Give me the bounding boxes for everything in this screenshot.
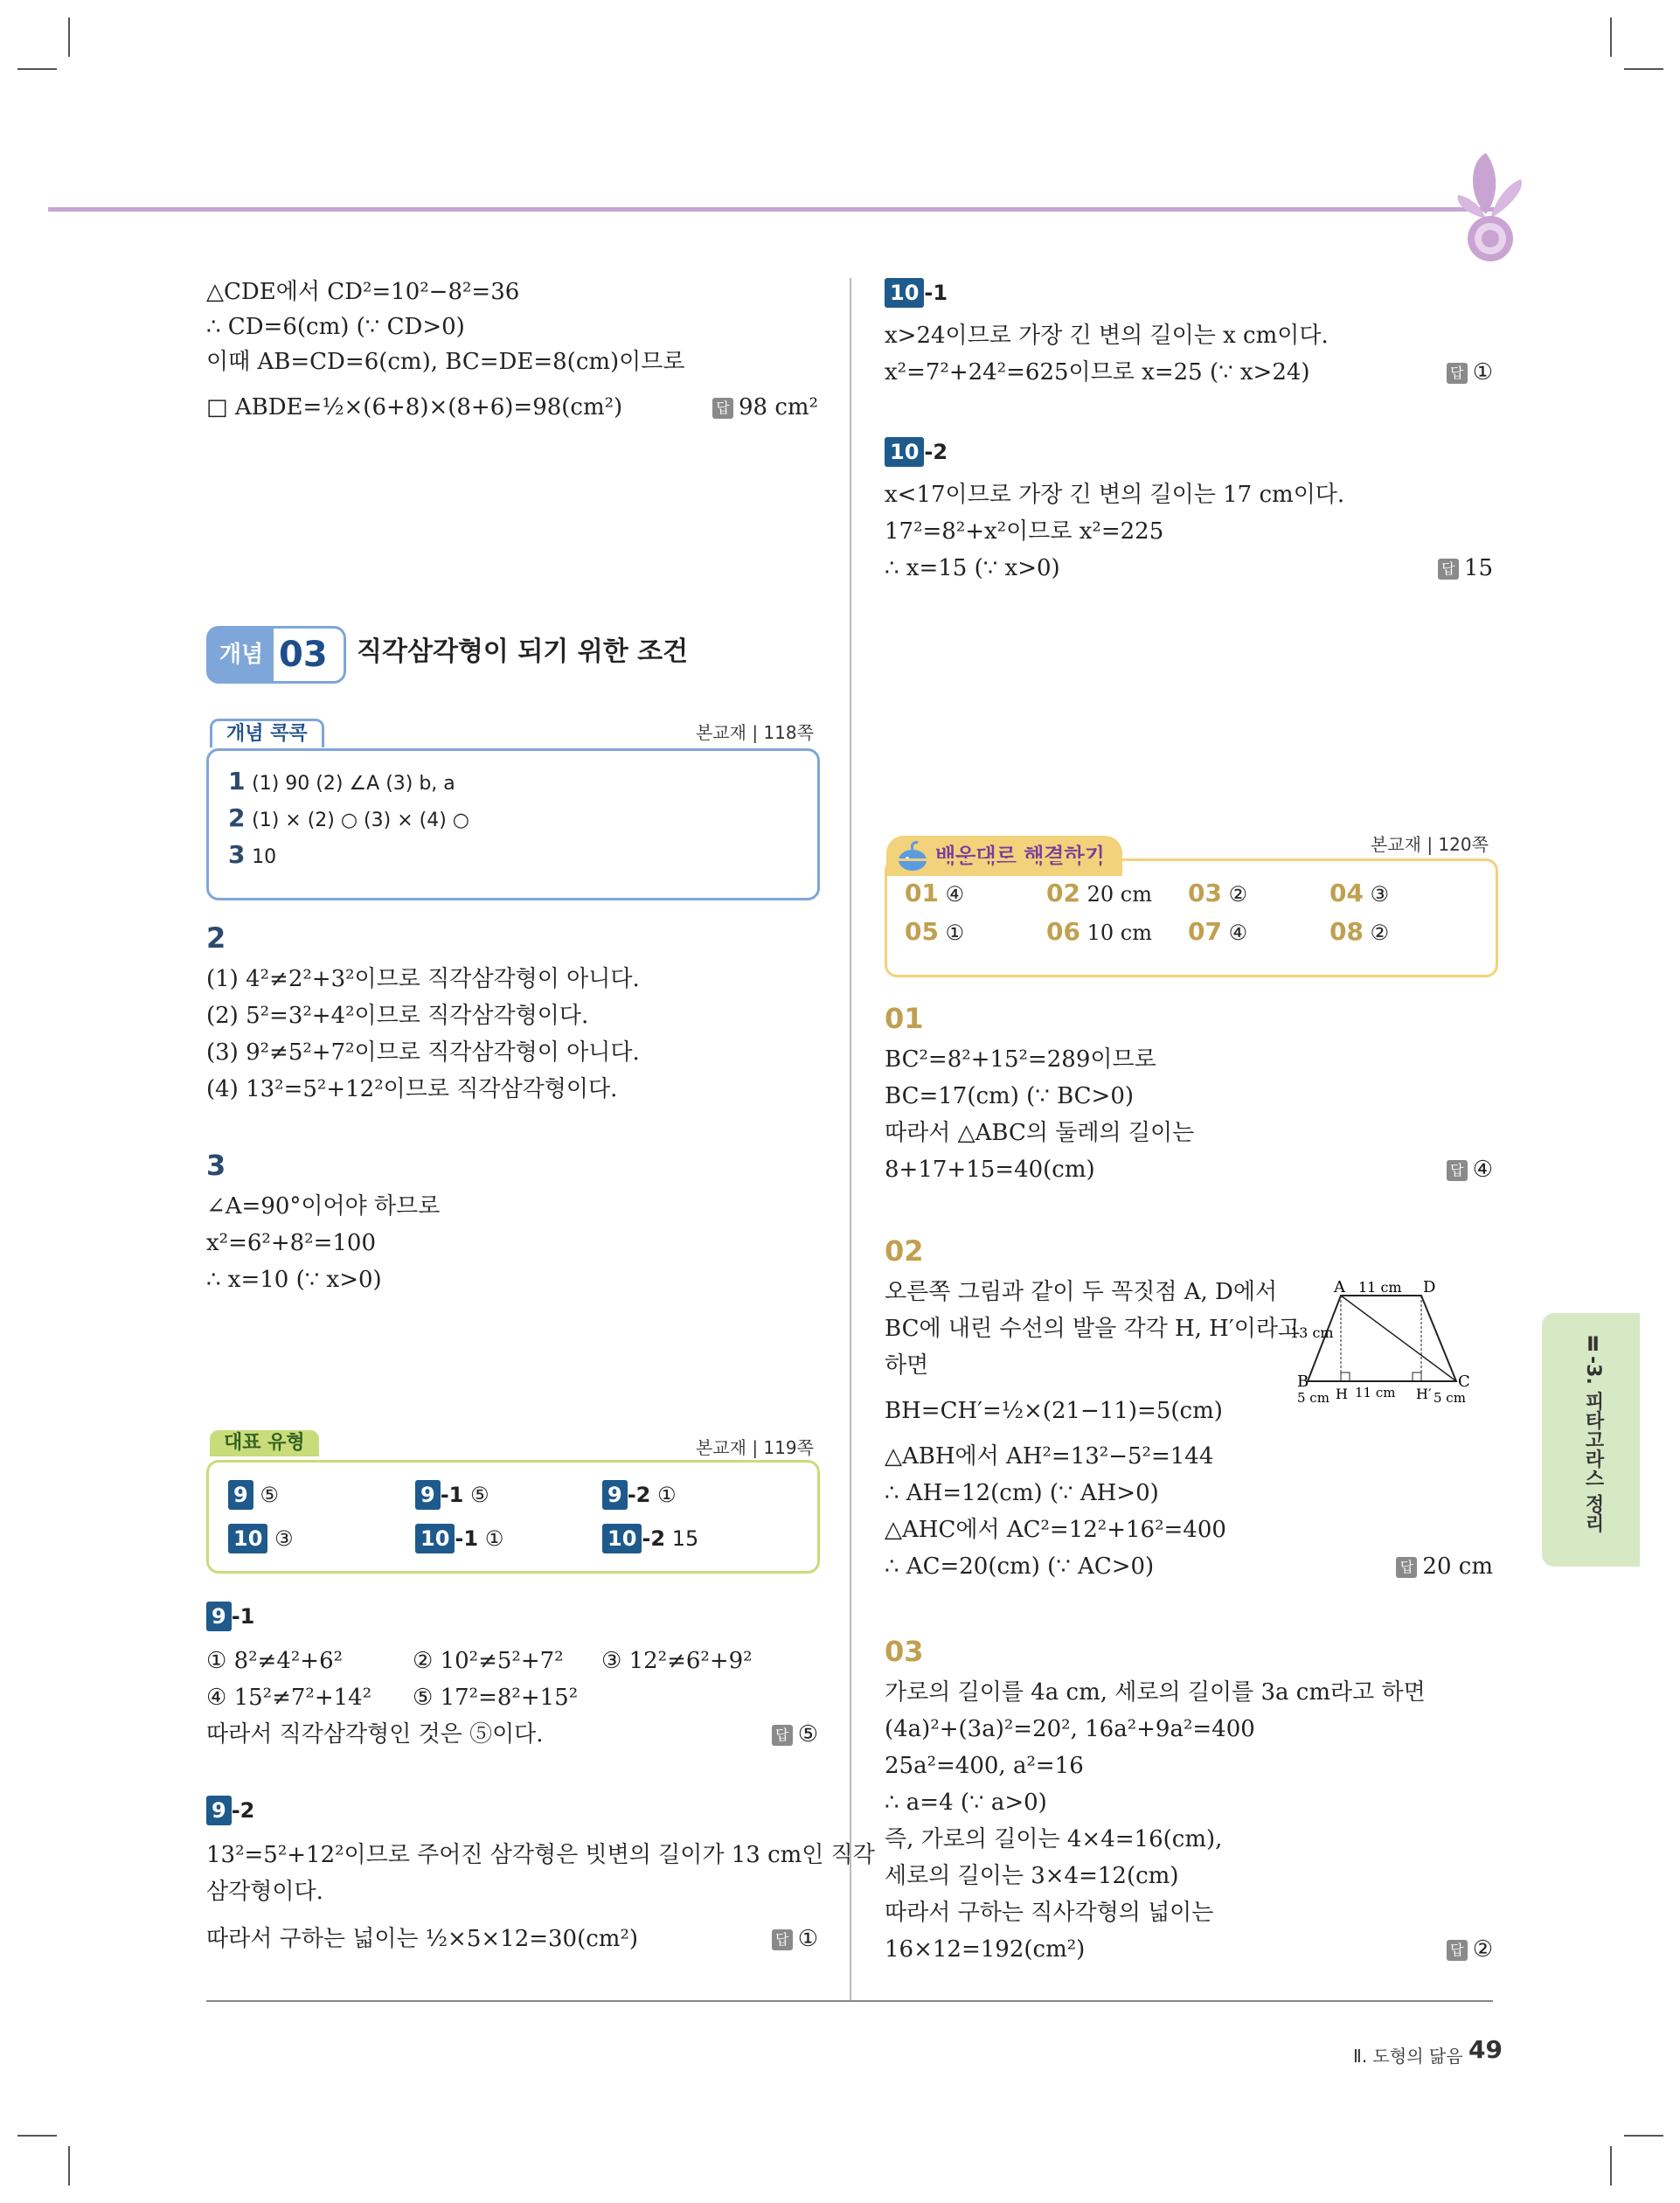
solution-line: BH=CH′=½×(21−11)=5(cm) [885, 1398, 1223, 1424]
solution-line: 하면 [885, 1352, 929, 1379]
solution-line: x>24이므로 가장 긴 변의 길이는 x cm이다. [885, 323, 1329, 349]
solution-line: 17²=8²+x²이므로 x²=225 [885, 518, 1164, 545]
solution-line: 13²=5²+12²이므로 주어진 삼각형은 빗변의 길이가 13 cm인 직각 [206, 1842, 875, 1868]
length-label: 11 cm [1355, 1385, 1396, 1400]
solution-line: (3) 9²≠5²+7²이므로 직각삼각형이 아니다. [206, 1039, 640, 1066]
length-label: 5 cm [1434, 1390, 1466, 1406]
solution-line: 25a²=400, a²=16 [885, 1753, 1084, 1779]
solution-line: ∴ x=15 (∵ x>0) [885, 555, 1060, 581]
solution-line: (2) 5²=3²+4²이므로 직각삼각형이다. [206, 1003, 589, 1029]
solution-line: 따라서 구하는 직사각형의 넓이는 [885, 1900, 1214, 1926]
answer-mark-icon: 답 [1447, 1940, 1468, 1961]
solution-line: ∠A=90°이어야 하므로 [206, 1193, 441, 1220]
solution-number: 02 [885, 1234, 924, 1268]
choice: ⑤ 17²=8²+15² [413, 1685, 579, 1711]
solution-line: x<17이므로 가장 긴 변의 길이는 17 cm이다. [885, 482, 1345, 508]
answer [1447, 1152, 1493, 1187]
vertex-label: A [1334, 1278, 1345, 1296]
solution-line: □ ABDE=½×(6+8)×(8+6)=98(cm²) [206, 394, 623, 420]
answer-mark-icon: 답 [772, 1929, 793, 1950]
answer-mark-icon: 답 [1438, 559, 1459, 580]
answer-value: ① [797, 1926, 818, 1952]
question-number: 3 [206, 1149, 226, 1182]
solution-line: △CDE에서 CD²=10²−8²=36 [206, 279, 520, 305]
solution-line: x²=6²+8²=100 [206, 1230, 376, 1256]
solution-line: ∴ AH=12(cm) (∵ AH>0) [885, 1480, 1159, 1506]
answer-mark-icon: 답 [1396, 1557, 1417, 1578]
solution-line: 16×12=192(cm²) [885, 1936, 1086, 1963]
crop-mark [1610, 17, 1612, 57]
crop-mark [17, 68, 57, 70]
length-label: 13 cm [1290, 1324, 1334, 1341]
rep-item: 9 -1 ⑤ [415, 1480, 489, 1510]
learn-box-ref: 본교재 | 120쪽 [1371, 834, 1489, 855]
learn-box-label: 배운대로 해결하기 [935, 844, 1105, 868]
answer [772, 1717, 818, 1752]
learn-item: 04 ③ [1329, 879, 1390, 907]
chapter-side-tab-label: Ⅱ-3. 피타고라스 정리 [1582, 1334, 1604, 1533]
problem-9-2-solution [206, 1796, 875, 1962]
concept-tag-label: 개념 [209, 629, 274, 681]
solution-line: 따라서 구하는 넓이는 ½×5×12=30(cm²) [206, 1926, 639, 1952]
rep-item: 9 ⑤ [228, 1480, 279, 1510]
footer-chapter: Ⅱ. 도형의 닮음 [1353, 2046, 1463, 2067]
solution-line: ∴ x=10 (∵ x>0) [206, 1267, 382, 1293]
question-2-solution [206, 921, 818, 1114]
answer-value: 20 cm [1422, 1553, 1493, 1580]
answer [1447, 1932, 1493, 1967]
solution-line: 이때 AB=CD=6(cm), BC=DE=8(cm)이므로 [206, 349, 685, 375]
left-top-solution [206, 275, 818, 441]
crop-mark [68, 2146, 70, 2186]
length-label: 5 cm [1297, 1390, 1329, 1406]
check-row: 2 (1) × (2) ○ (3) × (4) ○ [228, 803, 469, 832]
page-number: 49 [1468, 2035, 1503, 2064]
solution-03 [885, 1635, 1493, 1984]
concept-header [206, 624, 836, 685]
answer [712, 390, 818, 425]
solution-02 [885, 1234, 1493, 1584]
answer [1438, 551, 1493, 586]
check-box-ref: 본교재 | 118쪽 [696, 722, 814, 743]
learn-item: 07 ④ [1188, 917, 1248, 946]
solution-line: 삼각형이다. [206, 1879, 323, 1905]
problem-label: 9 -2 [206, 1796, 254, 1825]
solution-number: 01 [885, 1002, 924, 1035]
learn-box [885, 858, 1498, 977]
rep-item: 10 -2 15 [602, 1524, 698, 1553]
choice: ③ 12²≠6²+9² [601, 1648, 753, 1674]
answer-value: ① [1472, 359, 1493, 386]
problem-label: 10 -1 [885, 278, 948, 308]
rep-box [206, 1460, 820, 1574]
crop-mark [68, 17, 70, 57]
crop-mark [1610, 2146, 1612, 2186]
problem-10-1-solution [885, 278, 1493, 400]
footer-rule [206, 2000, 1493, 2002]
answer-value: ④ [1472, 1157, 1493, 1183]
crop-mark [1624, 68, 1663, 70]
crop-mark [1624, 2135, 1663, 2137]
question-3-solution [206, 1149, 818, 1306]
solution-line: 가로의 길이를 4a cm, 세로의 길이를 3a cm라고 하면 [885, 1679, 1426, 1706]
vertex-label: C [1458, 1373, 1470, 1391]
question-number: 2 [206, 921, 226, 955]
solution-line: 따라서 직각삼각형인 것은 ⑤이다. [206, 1721, 544, 1748]
solution-number: 03 [885, 1635, 924, 1668]
answer [772, 1922, 818, 1956]
solution-line: BC²=8²+15²=289이므로 [885, 1046, 1156, 1073]
solution-line: x²=7²+24²=625이므로 x=25 (∵ x>24) [885, 359, 1310, 386]
solution-line: (1) 4²≠2²+3²이므로 직각삼각형이 아니다. [206, 966, 640, 992]
answer-value: 15 [1463, 555, 1493, 581]
answer-value: 98 cm² [739, 394, 818, 420]
rep-item: 10 -1 ① [415, 1524, 503, 1553]
flower-ornament-icon [1451, 144, 1530, 267]
learn-item: 06 10 cm [1046, 917, 1152, 946]
choice: ④ 15²≠7²+14² [206, 1685, 372, 1711]
solution-line: BC=17(cm) (∵ BC>0) [885, 1083, 1135, 1109]
vertex-label: H [1336, 1386, 1348, 1402]
solution-line: 8+17+15=40(cm) [885, 1157, 1095, 1183]
check-row: 1 (1) 90 (2) ∠A (3) b, a [228, 767, 455, 796]
check-box [206, 748, 820, 900]
vertex-label: B [1297, 1373, 1309, 1391]
choice: ① 8²≠4²+6² [206, 1648, 344, 1674]
solution-line: 세로의 길이는 3×4=12(cm) [885, 1863, 1179, 1889]
problem-10-2-solution [885, 437, 1493, 594]
answer-value: ② [1472, 1936, 1493, 1963]
solution-line: 오른쪽 그림과 같이 두 꼭짓점 A, D에서 [885, 1279, 1278, 1305]
column-divider [850, 278, 851, 2000]
answer-value: ⑤ [797, 1721, 818, 1748]
answer [1396, 1549, 1493, 1584]
problem-9-1-solution [206, 1602, 818, 1759]
rep-item: 10 ③ [228, 1524, 294, 1553]
problem-label: 10 -2 [885, 437, 948, 467]
concept-tag [206, 626, 346, 684]
rep-box-tab: 대표 유형 [210, 1430, 319, 1456]
learn-item: 01 ④ [905, 879, 965, 907]
answer-mark-icon: 답 [712, 398, 733, 419]
solution-01 [885, 1002, 1493, 1194]
solution-line: (4) 13²=5²+12²이므로 직각삼각형이다. [206, 1076, 618, 1102]
chapter-side-tab [1542, 1313, 1640, 1567]
solution-line: ∴ CD=6(cm) (∵ CD>0) [206, 314, 465, 340]
solution-line: △ABH에서 AH²=13²−5²=144 [885, 1443, 1214, 1470]
solution-line: 따라서 △ABC의 둘레의 길이는 [885, 1120, 1195, 1146]
answer [1447, 355, 1493, 390]
answer-mark-icon: 답 [1447, 1160, 1468, 1181]
answer-mark-icon: 답 [1447, 363, 1468, 384]
concept-number: 03 [279, 635, 328, 675]
length-label: 11 cm [1358, 1279, 1402, 1296]
vertex-label: D [1423, 1278, 1436, 1296]
check-box-tab: 개념 콕콕 [210, 719, 324, 747]
learn-item: 05 ① [905, 917, 965, 946]
choice: ② 10²≠5²+7² [413, 1648, 564, 1674]
problem-label: 9 -1 [206, 1602, 254, 1631]
check-row: 3 10 [228, 840, 277, 869]
solution-line: ∴ a=4 (∵ a>0) [885, 1790, 1047, 1816]
rep-box-ref: 본교재 | 119쪽 [696, 1437, 814, 1458]
solution-line: BC에 내린 수선의 발을 각각 H, H′이라고 [885, 1316, 1301, 1342]
answer-mark-icon: 답 [772, 1725, 793, 1746]
crop-mark [17, 2135, 57, 2137]
learn-item: 08 ② [1329, 917, 1390, 946]
rep-item: 9 -2 ① [602, 1480, 677, 1510]
header-line [48, 207, 1495, 212]
solution-line: △AHC에서 AC²=12²+16²=400 [885, 1517, 1226, 1543]
solution-line: 즉, 가로의 길이는 4×4=16(cm), [885, 1826, 1223, 1852]
learn-item: 02 20 cm [1046, 879, 1152, 907]
solution-line: (4a)²+(3a)²=20², 16a²+9a²=400 [885, 1716, 1255, 1742]
trapezoid-figure [1290, 1278, 1500, 1409]
solution-line: ∴ AC=20(cm) (∵ AC>0) [885, 1553, 1155, 1580]
vertex-label: H′ [1416, 1386, 1432, 1402]
learn-item: 03 ② [1188, 879, 1248, 907]
concept-title: 직각삼각형이 되기 위한 조건 [357, 636, 689, 667]
